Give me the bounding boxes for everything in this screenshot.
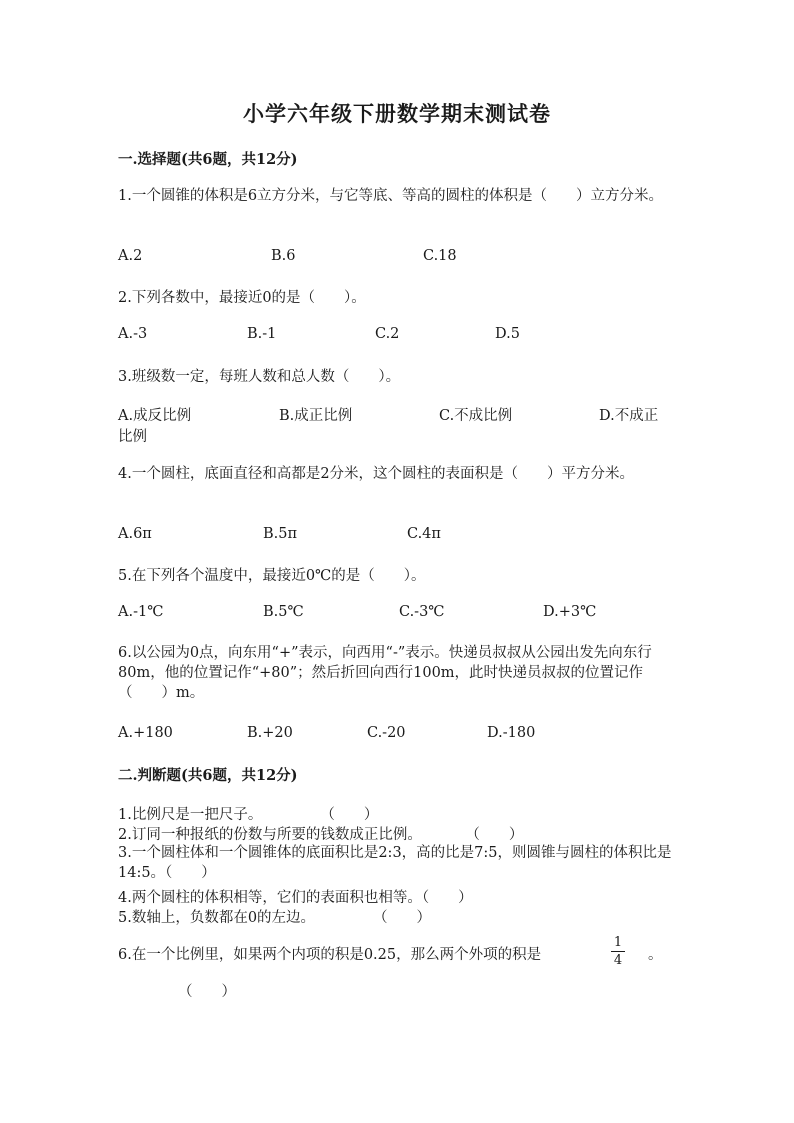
judge-item-3: 3.一个圆柱体和一个圆锥体的底面积比是2:3，高的比是7:5，则圆锥与圆柱的体积比是14:5。（ ） <box>118 845 672 881</box>
q4-option-c: C.4π <box>407 526 441 542</box>
q5-option-d: D.+3℃ <box>543 604 597 620</box>
judge-item-2: 2.订同一种报纸的份数与所要的钱数成正比例。 （ ） <box>118 827 524 843</box>
q1-option-b: B.6 <box>271 248 296 264</box>
q5-option-c: C.-3℃ <box>399 604 445 620</box>
q6-option-a: A.+180 <box>118 725 173 741</box>
q1-option-c: C.18 <box>423 248 457 264</box>
q5-option-a: A.-1℃ <box>118 604 164 620</box>
fraction-bar <box>611 951 625 952</box>
q3-option-a: A.成反比例 <box>118 408 192 424</box>
q2-option-d: D.5 <box>495 326 520 342</box>
q3-option-c: C.不成比例 <box>439 408 513 424</box>
question-6: 6.以公园为0点，向东用“+”表示，向西用“-”表示。快递员叔叔从公园出发先向东行80m，他的位置记作“+80”；然后折回向西行100m，此时快递员叔叔的位置记作（ ）m。 <box>118 645 652 701</box>
fraction-one-quarter <box>611 935 625 968</box>
question-2: 2.下列各数中，最接近0的是（ ）。 <box>118 290 366 306</box>
judge-item-6: 6.在一个比例里，如果两个内项的积是0.25，那么两个外项的积是 <box>118 947 542 963</box>
question-5: 5.在下列各个温度中，最接近0℃的是（ ）。 <box>118 568 426 584</box>
judge-item-6-suffix: 。 <box>648 947 663 963</box>
judge-item-5: 5.数轴上，负数都在0的左边。 （ ） <box>118 910 432 926</box>
q5-option-b: B.5℃ <box>263 604 304 620</box>
q6-option-d: D.-180 <box>487 725 536 741</box>
fraction-denominator: 4 <box>613 953 623 968</box>
q2-option-c: C.2 <box>375 326 400 342</box>
q3-option-d: D.不成正 <box>599 408 659 424</box>
judge-item-1: 1.比例尺是一把尺子。 （ ） <box>118 807 379 823</box>
question-1: 1.一个圆锥的体积是6立方分米，与它等底、等高的圆柱的体积是（ ）立方分米。 <box>118 188 664 204</box>
section2-heading: 二.判断题(共6题，共12分) <box>118 767 298 784</box>
section1-heading: 一.选择题(共6题，共12分) <box>118 151 298 168</box>
judge-item-6-blank: （ ） <box>178 984 236 1000</box>
fraction-numerator: 1 <box>613 935 623 950</box>
q2-option-b: B.-1 <box>247 326 277 342</box>
question-3: 3.班级数一定，每班人数和总人数（ ）。 <box>118 369 401 385</box>
q6-option-b: B.+20 <box>247 725 293 741</box>
question-4: 4.一个圆柱，底面直径和高都是2分米，这个圆柱的表面积是（ ）平方分米。 <box>118 466 635 482</box>
judge-item-4: 4.两个圆柱的体积相等，它们的表面积也相等。（ ） <box>118 890 473 906</box>
q2-option-a: A.-3 <box>118 326 148 342</box>
page-title: 小学六年级下册数学期末测试卷 <box>243 101 551 126</box>
q4-option-a: A.6π <box>118 526 152 542</box>
q3-option-d-cont: 比例 <box>118 429 147 445</box>
q3-option-b: B.成正比例 <box>279 408 353 424</box>
q6-option-c: C.-20 <box>367 725 406 741</box>
q4-option-b: B.5π <box>263 526 298 542</box>
q1-option-a: A.2 <box>118 248 143 264</box>
